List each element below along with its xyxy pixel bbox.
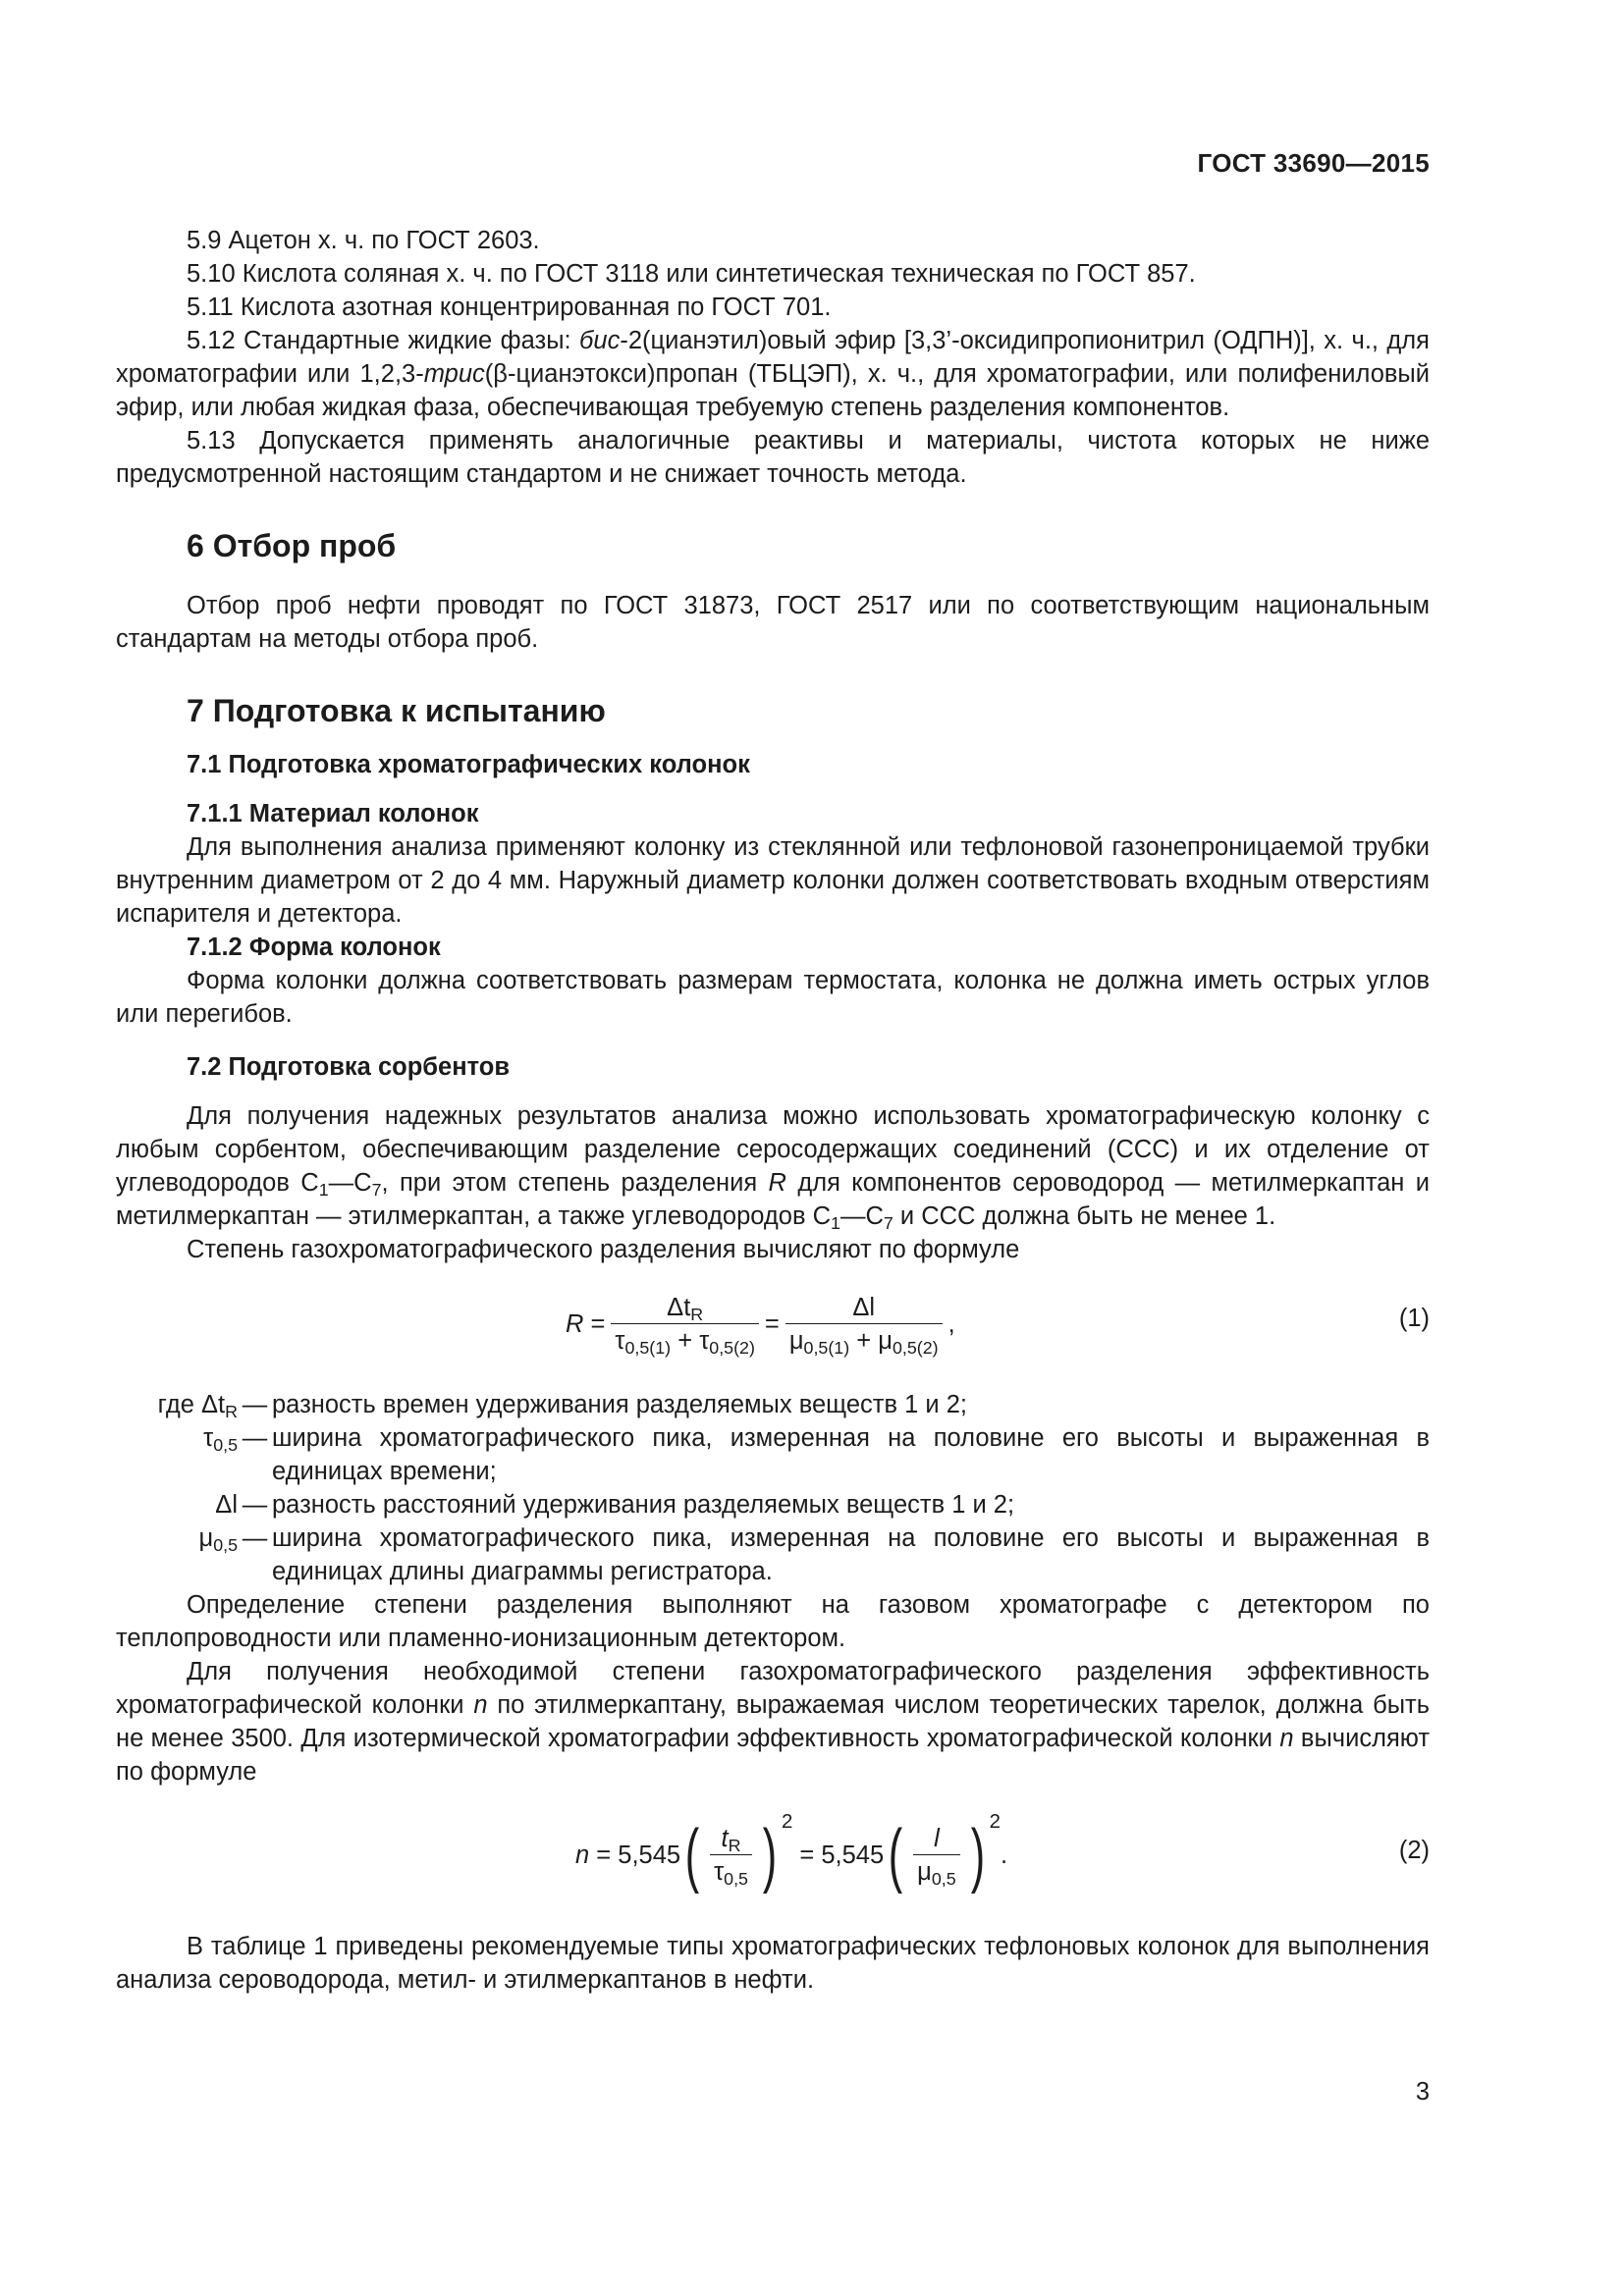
definition-delta-t: где $\Delta t_R$ — разность времен удерживания разделяемых веществ 1 и 2; — [157, 1391, 967, 1421]
section-7-title: 7 Подготовка к испытанию — [187, 693, 606, 728]
item-5-9: 5.9 Ацетон х. ч. по ГОСТ 2603. — [187, 227, 540, 254]
formula-1-number: (1) — [1398, 1305, 1430, 1332]
definition-delta-l: Δl — разность расстояний удерживания разделяемых веществ 1 и 2; — [215, 1491, 1015, 1519]
subsection-7-1: 7.1 Подготовка хроматографических колонок — [187, 751, 750, 778]
text-7-1-1: Для выполнения анализа применяют колонку из стеклянной или тефлоновой газонепроницаемой трубки внутренним диаметром от 2 до 4 мм. Наружный диаметр колонки должен соответствовать входным отверстиям испарителя и детектора. — [116, 833, 1430, 928]
definition-mu: $\mu_{0,5}$ — ширина хроматографического пика, измеренная на половине его высоты и выраженная в единицах длины диаграммы регистратора. — [198, 1524, 1430, 1585]
formula-1: R = $\frac{\Delta t_R}{\tau_{0,5(1)} + \tau_{0,5(2)}}$ = $\frac{\Delta l}{\mu_{0,5(1)} + \mu_{0,5(2)}}$ , (1) — [566, 1293, 1430, 1358]
paragraph-sorbent: Для получения надежных результатов анализа можно использовать хроматографическую колонку с любым сорбентом, обеспечивающим разделение серосодержащих соединений (ССС) и их отделение от углеводородов $С_1—С_7$, при этом степень разделения R для компонентов сероводород — метилмеркаптан и метилмеркаптан — этилмеркаптан, а также углеводородов $С_1—С_7$ и ССС должна быть не менее 1. — [116, 1102, 1430, 1233]
formula-2: n = 5,545 ( $\frac{t_R}{\tau_{0,5}}$ ) 2 = 5,545 ( $\frac{l}{\mu_{0,5}}$ ) 2 . (2) — [575, 1811, 1430, 1895]
paragraph-efficiency: Для получения необходимой степени газохроматографического разделения эффективность хроматографической колонки n по этилмеркаптану, выражаемая числом теоретических тарелок, должна быть не менее 3500. Для изотермической хроматографии эффективность хроматографической колонки n вычисляют по формуле — [116, 1658, 1431, 1786]
paragraph-table-ref: В таблице 1 приведены рекомендуемые типы хроматографических тефлоновых колонок для выполнения анализа сероводорода, метил- и этилмеркаптанов в нефти. — [116, 1933, 1430, 1994]
item-5-13: 5.13 Допускается применять аналогичные реактивы и материалы, чистота которых не ниже предусмотренной настоящим стандартом и не снижает точность метода. — [116, 427, 1430, 488]
definitions-list — [116, 1388, 1430, 1588]
text-7-1-2: Форма колонки должна соответствовать размерам термостата, колонка не должна иметь острых углов или перегибов. — [116, 967, 1430, 1028]
paragraph-detector: Определение степени разделения выполняют на газовом хроматографе с детектором по теплопроводности или пламенно-ионизационным детектором. — [116, 1591, 1430, 1652]
subsection-7-1-1: 7.1.1 Материал колонок — [187, 800, 479, 828]
item-5-10: 5.10 Кислота соляная х. ч. по ГОСТ 3118 или синтетическая техническая по ГОСТ 857. — [187, 260, 1196, 288]
page-content — [116, 224, 1430, 1997]
item-5-12: 5.12 Стандартные жидкие фазы: бис-2(цианэтил)овый эфир [3,3’-оксидипропионитрил (ОДПН)], х. ч., для хроматографии или 1,2,3-трис(β-цианэтокси)пропан (ТБЦЭП), х. ч., для хроматографии, или полифениловый эфир, или любая жидкая фаза, обеспечивающая требуемую степень разделения компонентов. — [116, 327, 1431, 421]
paragraph-formula-intro: Степень газохроматографического разделения вычисляют по формуле — [187, 1236, 1020, 1263]
section-6-title: 6 Отбор проб — [187, 528, 397, 563]
formula-2-number: (2) — [1398, 1837, 1430, 1864]
page-number: 3 — [1415, 2078, 1430, 2106]
definition-tau: $\tau_{0,5}$ — ширина хроматографического пика, измеренная на половине его высоты и выраженная в единицах времени; — [203, 1424, 1430, 1485]
subsection-7-2: 7.2 Подготовка сорбентов — [187, 1053, 511, 1081]
item-5-11: 5.11 Кислота азотная концентрированная по ГОСТ 701. — [187, 294, 832, 321]
section-6-text: Отбор проб нефти проводят по ГОСТ 31873, ГОСТ 2517 или по соответствующим национальным стандартам на методы отбора проб. — [116, 592, 1430, 653]
document-code: ГОСТ 33690—2015 — [1197, 148, 1430, 178]
subsection-7-1-2: 7.1.2 Форма колонок — [187, 934, 441, 961]
